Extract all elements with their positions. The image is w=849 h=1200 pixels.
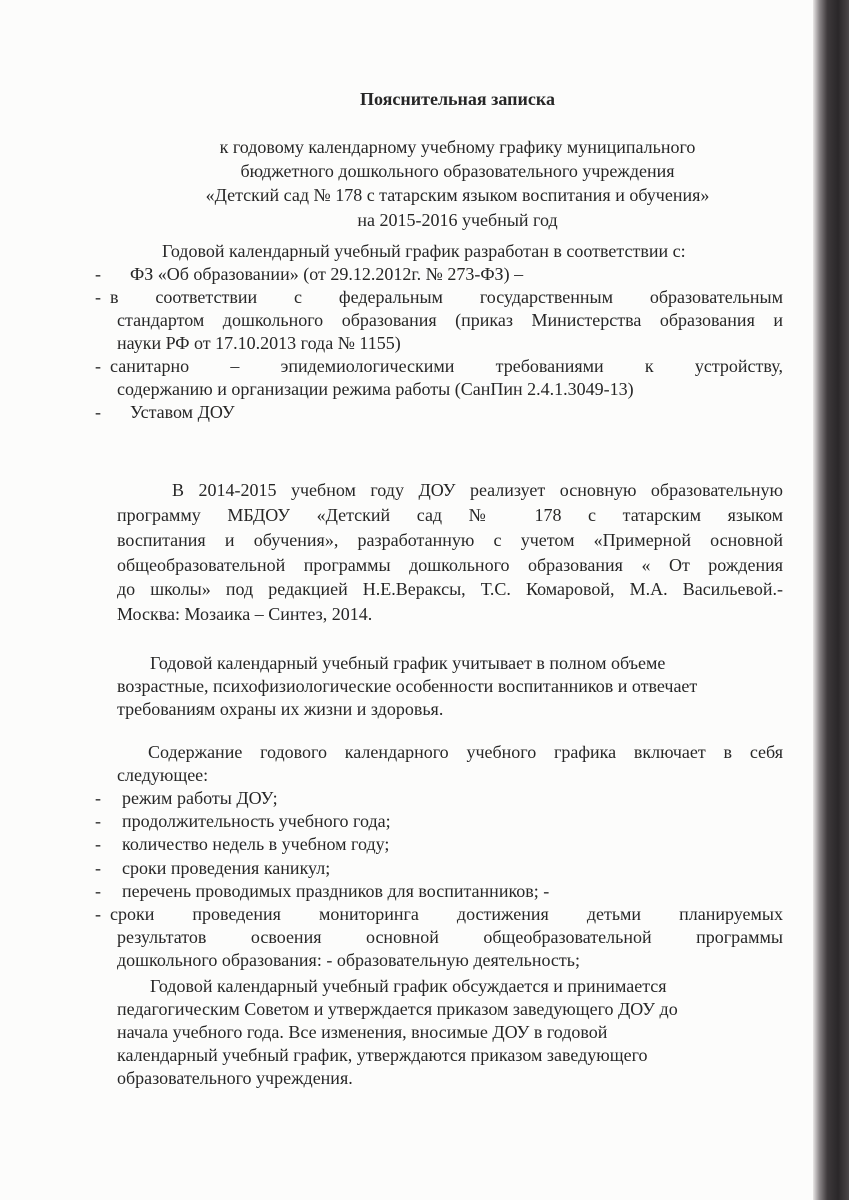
program-paragraph-line: В 2014-2015 учебном году ДОУ реализует основную образовательную (172, 480, 783, 500)
contents-item: режим работы ДОУ; (122, 788, 278, 808)
list-bullet: - (95, 904, 101, 924)
age-paragraph-line: возрастные, психофизиологические особенности воспитанников и отвечает (117, 676, 698, 696)
program-paragraph-line: Москва: Мозаика – Синтез, 2014. (117, 604, 373, 624)
subtitle-line: на 2015-2016 учебный год (357, 210, 558, 230)
approval-paragraph-line: начала учебного года. Все изменения, вносимые ДОУ в годовой (117, 1022, 608, 1042)
contents-item-continuation: результатов освоения основной общеобразовательной программы (117, 927, 783, 947)
list-bullet: - (95, 881, 101, 901)
intro-item-continuation: стандартом дошкольного образования (приказ Министерства образования и (117, 310, 783, 330)
approval-paragraph-line: образовательного учреждения. (117, 1068, 353, 1088)
contents-item: количество недель в учебном году; (122, 834, 390, 854)
list-bullet: - (95, 287, 101, 307)
intro-item: санитарно – эпидемиологическими требованиями к устройству, (110, 356, 783, 376)
approval-paragraph-line: Годовой календарный учебный график обсуждается и принимается (150, 976, 667, 996)
approval-paragraph-line: педагогическим Советом и утверждается приказом заведующего ДОУ до (117, 999, 678, 1019)
contents-item: перечень проводимых праздников для воспитанников; - (122, 881, 550, 901)
contents-item: сроки проведения каникул; (122, 858, 331, 878)
contents-item-continuation: дошкольного образования: - образовательную деятельность; (117, 950, 580, 970)
age-paragraph-line: Годовой календарный учебный график учитывает в полном объеме (150, 653, 666, 673)
contents-item: сроки проведения мониторинга достижения детьми планируемых (110, 904, 783, 924)
list-bullet: - (95, 402, 101, 422)
intro-item-continuation: содержанию и организации режима работы (СанПин 2.4.1.3049-13) (117, 379, 634, 399)
intro-item: Уставом ДОУ (130, 402, 235, 422)
program-paragraph-line: программу МБДОУ «Детский сад № 178 с татарским языком (117, 505, 783, 525)
list-bullet: - (95, 788, 101, 808)
program-paragraph-line: общеобразовательной программы дошкольного образования « От рождения (117, 555, 783, 575)
intro-item-continuation: науки РФ от 17.10.2013 года № 1155) (117, 333, 401, 353)
contents-item: продолжительность учебного года; (122, 811, 391, 831)
list-bullet: - (95, 811, 101, 831)
intro-item: ФЗ «Об образовании» (от 29.12.2012г. № 273-ФЗ) – (130, 264, 524, 284)
age-paragraph-line: требованиям охраны их жизни и здоровья. (117, 699, 444, 719)
intro-item: в соответствии с федеральным государственным образовательным (110, 287, 783, 307)
contents-lead: Содержание годового календарного учебного графика включает в себя (148, 742, 783, 762)
subtitle-line: «Детский сад № 178 с татарским языком воспитания и обучения» (205, 185, 710, 205)
subtitle-line: бюджетного дошкольного образовательного учреждения (240, 161, 675, 181)
contents-lead: следующее: (117, 765, 209, 785)
list-bullet: - (95, 858, 101, 878)
list-bullet: - (95, 834, 101, 854)
program-paragraph-line: до школы» под редакцией Н.Е.Вераксы, Т.С. Комаровой, М.А. Васильевой.- (117, 579, 783, 599)
intro-lead: Годовой календарный учебный график разработан в соответствии с: (162, 241, 686, 261)
list-bullet: - (95, 264, 101, 284)
approval-paragraph-line: календарный учебный график, утверждаются приказом заведующего (117, 1045, 648, 1065)
subtitle-line: к годовому календарному учебному графику муниципального (219, 137, 696, 157)
document-title: Пояснительная записка (359, 89, 555, 109)
program-paragraph-line: воспитания и обучения», разработанную с учетом «Примерной основной (117, 530, 783, 550)
list-bullet: - (95, 356, 101, 376)
scan-edge-shadow (813, 0, 849, 1200)
